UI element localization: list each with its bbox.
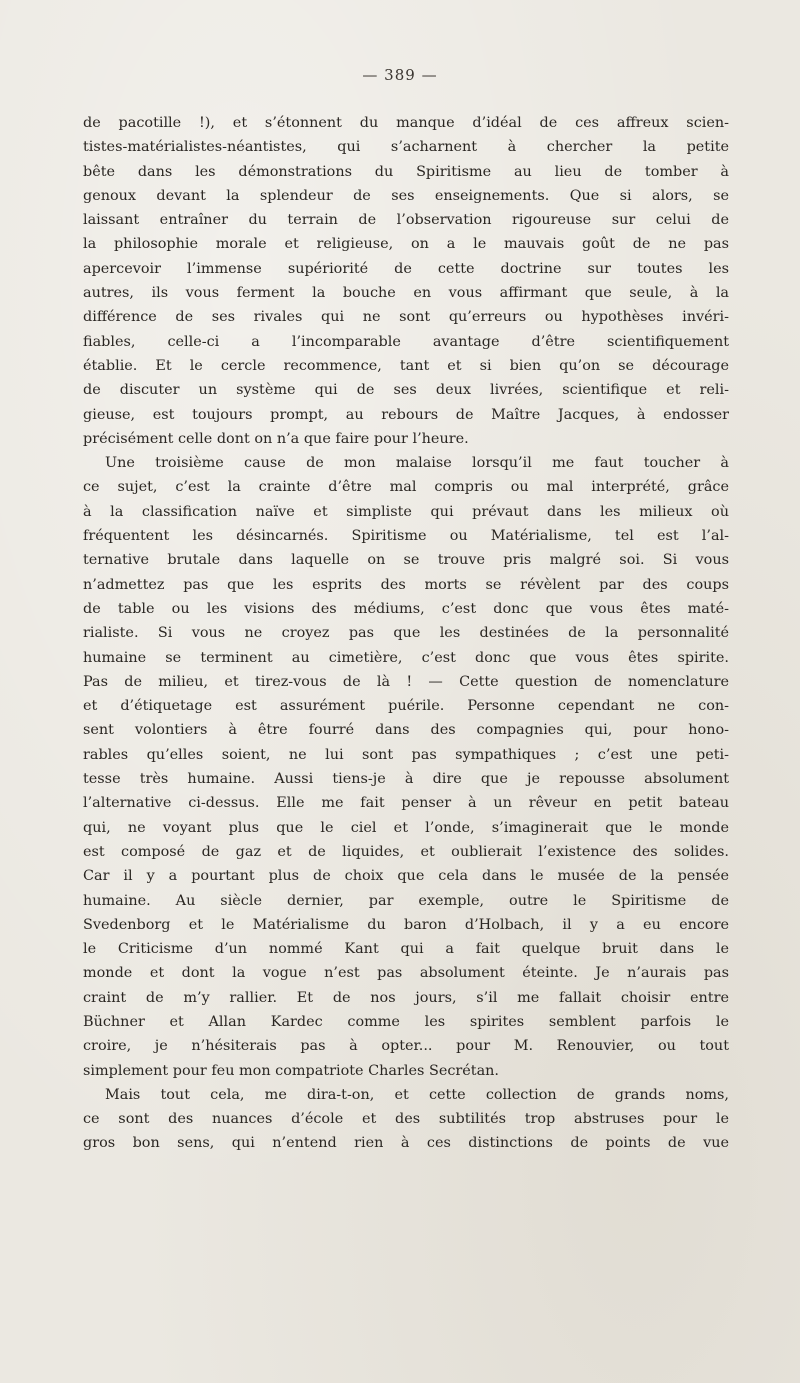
text-line: la philosophie morale et religieuse, on a le mauvais goût de ne pas (83, 236, 729, 253)
text-line: fréquentent les désincarnés. Spiritisme ou Matérialisme, tel est l’al- (83, 528, 729, 545)
paragraph (83, 111, 729, 451)
text-line: différence de ses rivales qui ne sont qu’erreurs ou hypothèses invéri- (83, 309, 729, 326)
text-line: Mais tout cela, me dira-t-on, et cette collection de grands noms, (105, 1086, 729, 1103)
text-line: Pas de milieu, et tirez-vous de là ! — Cette question de nomenclature (83, 673, 729, 690)
text-line: humaine se terminent au cimetière, c’est donc que vous êtes spirite. (83, 649, 729, 666)
text-line: établie. Et le cercle recommence, tant et si bien qu’on se décourage (83, 357, 729, 374)
text-line: gieuse, est toujours prompt, au rebours de Maître Jacques, à endosser (83, 406, 729, 423)
text-line: rialiste. Si vous ne croyez pas que les destinées de la personnalité (83, 625, 729, 642)
text-line: tistes-matérialistes-néantistes, qui s’acharnent à chercher la petite (83, 139, 729, 156)
text-line: de pacotille !), et s’étonnent du manque d’idéal de ces affreux scien- (83, 115, 729, 131)
text-line: bête dans les démonstrations du Spiritisme au lieu de tomber à (83, 163, 729, 180)
text-line: craint de m’y rallier. Et de nos jours, s’il me fallait choisir entre (83, 989, 729, 1006)
text-line: Car il y a pourtant plus de choix que cela dans le musée de la pensée (83, 868, 729, 885)
text-line: de discuter un système qui de ses deux livrées, scientifique et reli- (83, 382, 729, 399)
text-line: tesse très humaine. Aussi tiens-je à dire que je repousse absolument (83, 771, 729, 788)
text-line: croire, je n’hésiterais pas à opter... pour M. Renouvier, ou tout (83, 1038, 729, 1055)
text-line: apercevoir l’immense supériorité de cette doctrine sur toutes les (83, 260, 729, 277)
text-line: de table ou les visions des médiums, c’est donc que vous êtes maté- (83, 600, 729, 617)
text-line: humaine. Au siècle dernier, par exemple, outre le Spiritisme de (83, 892, 729, 909)
text-line: à la classification naïve et simpliste qui prévaut dans les milieux où (83, 503, 729, 520)
paragraph (83, 451, 729, 1083)
text-line: Büchner et Allan Kardec comme les spirites semblent parfois le (83, 1013, 729, 1030)
page-number: — 389 — (362, 66, 438, 84)
text-line: rables qu’elles soient, ne lui sont pas sympathiques ; c’est une peti- (83, 746, 729, 763)
text-line: ternative brutale dans laquelle on se trouve pris malgré soi. Si vous (83, 552, 729, 569)
text-line: précisément celle dont on n’a que faire pour l’heure. (83, 430, 469, 447)
text-line: fiables, celle-ci a l’incomparable avantage d’être scientifiquement (83, 333, 729, 350)
paragraph (83, 1083, 729, 1156)
text-line: l’alternative ci-dessus. Elle me fait penser à un rêveur en petit bateau (83, 795, 729, 812)
body-text (83, 111, 729, 1156)
text-line: ce sont des nuances d’école et des subtilités trop abstruses pour le (83, 1111, 729, 1128)
text-line: ce sujet, c’est la crainte d’être mal compris ou mal interprété, grâce (83, 479, 729, 496)
text-line: monde et dont la vogue n’est pas absolument éteinte. Je n’aurais pas (83, 965, 729, 982)
text-line: qui, ne voyant plus que le ciel et l’onde, s’imaginerait que le monde (83, 819, 729, 836)
text-line: simplement pour feu mon compatriote Charles Secrétan. (83, 1062, 500, 1079)
text-line: le Criticisme d’un nommé Kant qui a fait quelque bruit dans le (83, 941, 729, 958)
text-line: n’admettez pas que les esprits des morts se révèlent par des coups (83, 576, 729, 593)
text-line: sent volontiers à être fourré dans des compagnies qui, pour hono- (83, 722, 729, 739)
text-line: Svedenborg et le Matérialisme du baron d’Holbach, il y a eu encore (83, 916, 729, 933)
text-line: est composé de gaz et de liquides, et oublierait l’existence des solides. (83, 843, 729, 860)
text-line: autres, ils vous ferment la bouche en vous affirmant que seule, à la (83, 285, 729, 302)
text-line: gros bon sens, qui n’entend rien à ces distinctions de points de vue (83, 1135, 729, 1152)
text-line: et d’étiquetage est assurément puérile. Personne cependant ne con- (83, 698, 729, 715)
text-line: genoux devant la splendeur de ses enseignements. Que si alors, se (83, 187, 729, 204)
text-line: laissant entraîner du terrain de l’observation rigoureuse sur celui de (83, 212, 729, 229)
text-line: Une troisième cause de mon malaise lorsqu’il me faut toucher à (105, 455, 729, 472)
